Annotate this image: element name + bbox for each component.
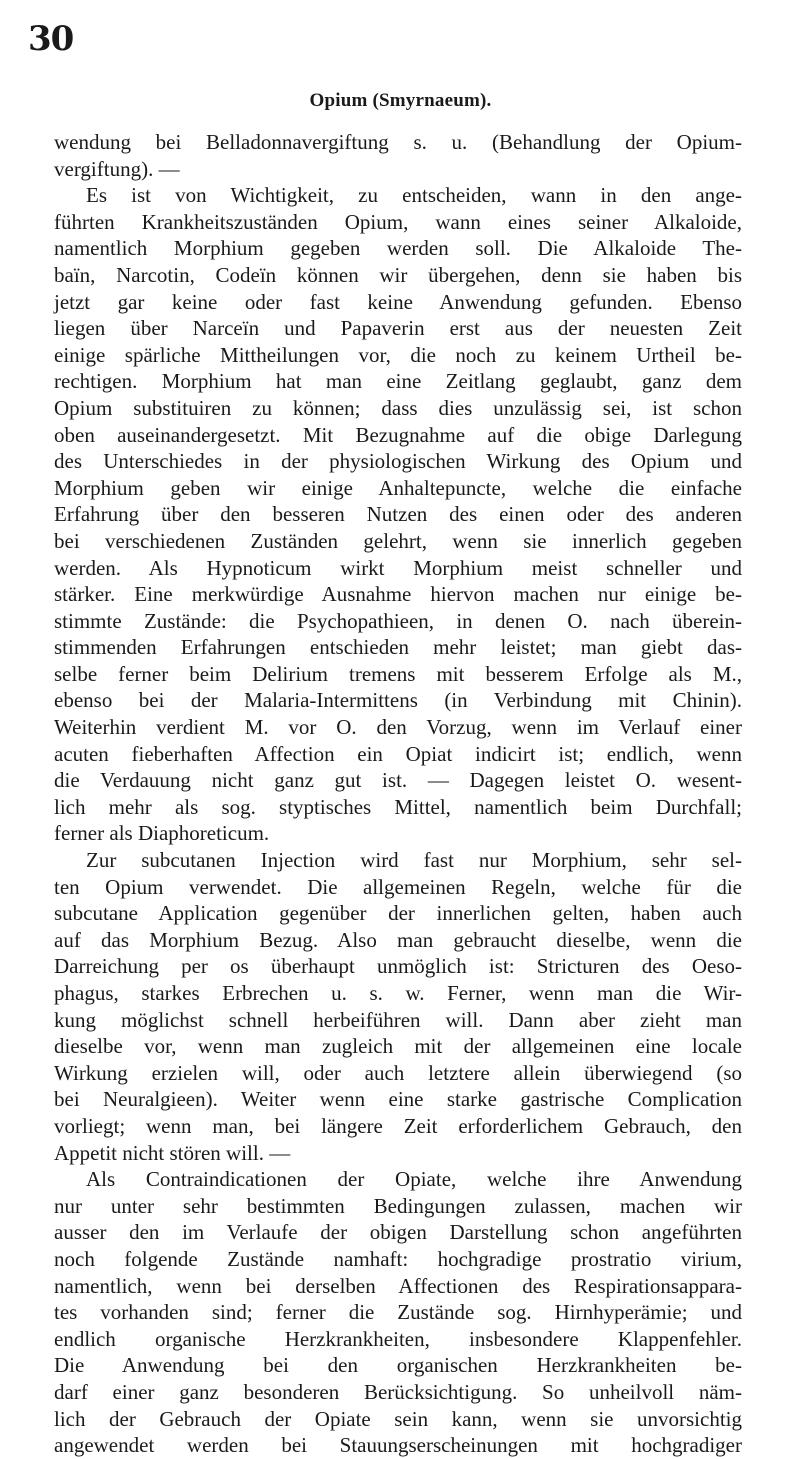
text-line: subcutane Application gegenüber der innerlichen gelten, haben auch	[54, 901, 742, 926]
text-line: dieselbe vor, wenn man zugleich mit der allgemeinen eine locale	[54, 1034, 742, 1059]
page-number: 30	[28, 19, 74, 59]
text-line: Opium substituiren zu können; dass dies unzulässig sei, ist schon	[54, 395, 742, 420]
body-text	[54, 129, 742, 1459]
text-line: Wirkung erzielen will, oder auch letztere allein überwiegend (so	[54, 1060, 742, 1085]
text-line: noch folgende Zustände namhaft: hochgradige prostratio virium,	[54, 1246, 742, 1271]
text-line: Erfahrung über den besseren Nutzen des einen oder des anderen	[54, 502, 742, 527]
text-line: Morphium geben wir einige Anhaltepuncte, welche die einfache	[54, 475, 742, 500]
running-title: Opium (Smyrnaeum).	[309, 90, 492, 111]
text-line: stimmte Zustände: die Psychopathieen, in denen O. nach überein-	[54, 608, 742, 633]
text-line: Es ist von Wichtigkeit, zu entscheiden, wann in den ange-	[86, 183, 742, 208]
text-line: Zur subcutanen Injection wird fast nur Morphium, sehr sel-	[86, 848, 742, 873]
text-line: kung möglichst schnell herbeiführen will. Dann aber zieht man	[54, 1007, 742, 1032]
text-line: Appetit nicht stören will. —	[54, 1140, 291, 1165]
text-line: namentlich Morphium gegeben werden soll. Die Alkaloide The-	[54, 236, 742, 261]
text-line: bei verschiedenen Zuständen gelehrt, wenn sie innerlich gegeben	[54, 528, 742, 553]
text-line: rechtigen. Morphium hat man eine Zeitlang geglaubt, ganz dem	[54, 369, 742, 394]
text-line: bei Neuralgieen). Weiter wenn eine starke gastrische Complication	[54, 1087, 742, 1112]
text-line: stärker. Eine merkwürdige Ausnahme hiervon machen nur einige be-	[54, 582, 742, 607]
text-line: Weiterhin verdient M. vor O. den Vorzug, wenn im Verlauf einer	[54, 715, 742, 740]
text-line: oben auseinandergesetzt. Mit Bezugnahme auf die obige Darlegung	[54, 422, 742, 447]
text-line: ten Opium verwendet. Die allgemeinen Regeln, welche für die	[54, 874, 742, 899]
text-line: lich der Gebrauch der Opiate sein kann, wenn sie unvorsichtig	[54, 1406, 742, 1431]
text-line: stimmenden Erfahrungen entschieden mehr leistet; man giebt das-	[54, 635, 742, 660]
text-line: Als Contraindicationen der Opiate, welche ihre Anwendung	[86, 1167, 742, 1192]
text-line: ferner als Diaphoreticum.	[54, 821, 270, 846]
text-line: angewendet werden bei Stauungserscheinungen mit hochgradiger	[54, 1433, 742, 1458]
text-line: nur unter sehr bestimmten Bedingungen zulassen, machen wir	[54, 1193, 742, 1218]
text-line: phagus, starkes Erbrechen u. s. w. Ferner, wenn man die Wir-	[54, 981, 742, 1005]
text-line: darf einer ganz besonderen Berücksichtigung. So unheilvoll näm-	[54, 1379, 742, 1404]
text-line: ausser den im Verlaufe der obigen Darstellung schon angeführten	[54, 1220, 742, 1245]
text-line: lich mehr als sog. styptisches Mittel, namentlich beim Durchfall;	[54, 794, 742, 819]
text-line: des Unterschiedes in der physiologischen Wirkung des Opium und	[54, 449, 742, 474]
text-line: werden. Als Hypnoticum wirkt Morphium meist schneller und	[54, 555, 742, 580]
text-line: selbe ferner beim Delirium tremens mit besserem Erfolge als M.,	[54, 661, 742, 686]
text-line: einige spärliche Mittheilungen vor, die noch zu keinem Urtheil be-	[54, 342, 742, 367]
text-line: vergiftung). —	[54, 156, 180, 181]
text-line: Die Anwendung bei den organischen Herzkrankheiten be-	[54, 1353, 742, 1378]
text-line: endlich organische Herzkrankheiten, insbesondere Klappenfehler.	[54, 1326, 742, 1351]
text-line: baïn, Narcotin, Codeïn können wir übergehen, denn sie haben bis	[54, 262, 742, 287]
text-line: Darreichung per os überhaupt unmöglich ist: Stricturen des Oeso-	[54, 954, 742, 979]
text-line: tes vorhanden sind; ferner die Zustände sog. Hirnhyperämie; und	[54, 1300, 742, 1325]
text-line: wendung bei Belladonnavergiftung s. u. (Behandlung der Opium-	[54, 130, 742, 154]
page-header	[0, 0, 801, 60]
text-line: auf das Morphium Bezug. Also man gebraucht dieselbe, wenn die	[54, 927, 742, 952]
text-line: liegen über Narceïn und Papaverin erst aus der neuesten Zeit	[54, 316, 742, 341]
text-line: namentlich, wenn bei derselben Affectionen des Respirationsappara-	[54, 1273, 742, 1298]
text-line: jetzt gar keine oder fast keine Anwendung gefunden. Ebenso	[54, 289, 742, 314]
text-line: die Verdauung nicht ganz gut ist. — Dagegen leistet O. wesent-	[54, 768, 742, 793]
text-line: vorliegt; wenn man, bei längere Zeit erforderlichem Gebrauch, den	[54, 1113, 742, 1138]
text-line: führten Krankheitszuständen Opium, wann eines seiner Alkaloide,	[54, 209, 742, 234]
text-line: acuten fieberhaften Affection ein Opiat indicirt ist; endlich, wenn	[54, 741, 742, 766]
text-line: ebenso bei der Malaria-Intermittens (in Verbindung mit Chinin).	[54, 688, 742, 713]
